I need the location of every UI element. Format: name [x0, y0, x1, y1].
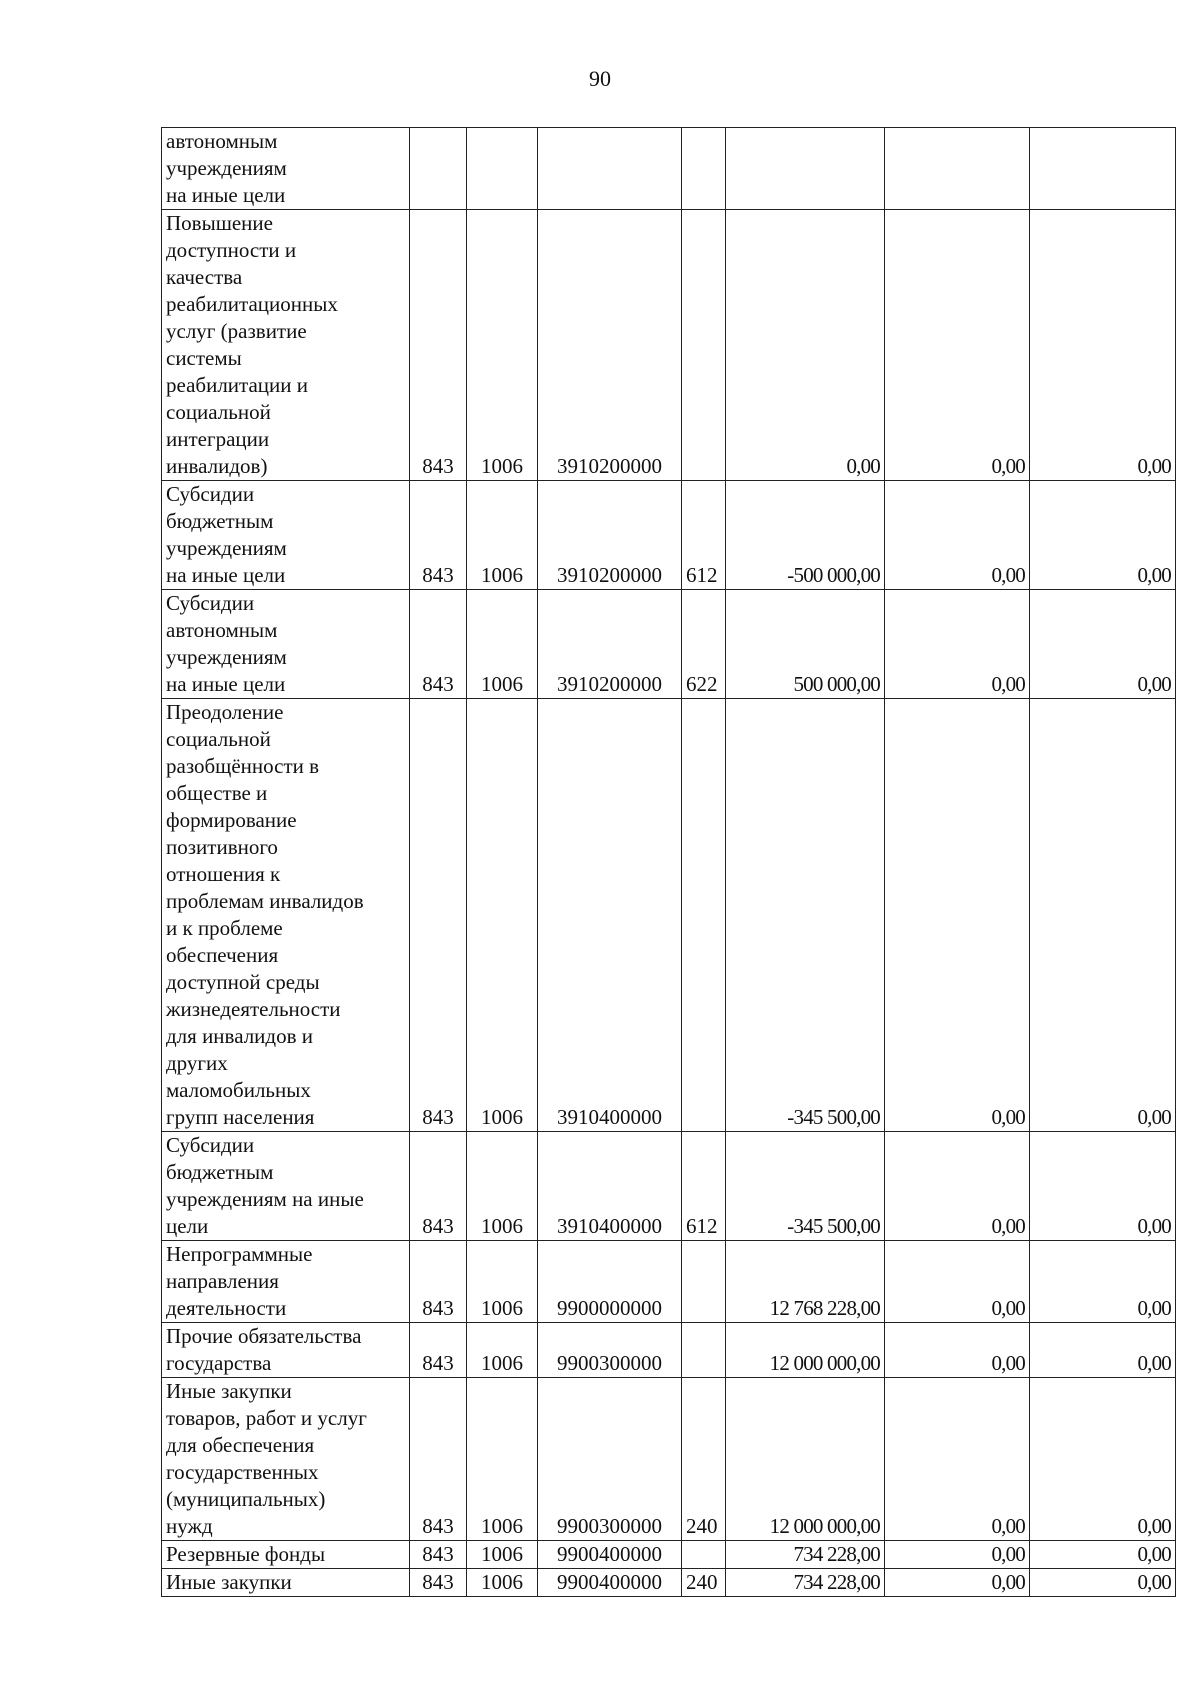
item-name-line: позитивного: [166, 835, 278, 859]
amount-year-1-cell: 734 228,00: [726, 1569, 885, 1597]
table-row: [162, 1241, 1176, 1323]
item-name-line: и к проблеме: [166, 916, 283, 940]
item-name-line: на иные цели: [166, 183, 286, 207]
amount-year-2-cell: 0,00: [885, 1241, 1030, 1323]
table-row: [162, 210, 1176, 481]
item-name-line: обеспечения: [166, 943, 279, 967]
item-name-line: реабилитации и: [166, 373, 308, 397]
amount-year-1-cell: -500 000,00: [726, 481, 885, 590]
item-name-cell: [162, 1241, 410, 1323]
target-article-cell: 9900300000: [538, 1323, 682, 1378]
amount-year-1-cell: 12 000 000,00: [726, 1323, 885, 1378]
item-name-line: формирование: [166, 808, 297, 832]
amount-year-2-cell: 0,00: [885, 1323, 1030, 1378]
expense-type-cell: [682, 128, 726, 210]
table-row: [162, 1378, 1176, 1541]
amount-year-3-cell: [1030, 128, 1176, 210]
item-name-line: государства: [166, 1351, 272, 1375]
table-row: [162, 590, 1176, 699]
grbs-code-cell: 843: [410, 1323, 467, 1378]
expense-type-cell: 240: [682, 1378, 726, 1541]
item-name-cell: [162, 699, 410, 1132]
item-name-line: Субсидии: [166, 1133, 255, 1157]
target-article-cell: [538, 128, 682, 210]
amount-year-2-cell: 0,00: [885, 1569, 1030, 1597]
item-name-line: Субсидии: [166, 482, 255, 506]
item-name-line: учреждениям: [166, 536, 287, 560]
amount-year-3-cell: 0,00: [1030, 210, 1176, 481]
item-name-line: учреждениям: [166, 156, 287, 180]
section-code-cell: 1006: [467, 1541, 538, 1569]
item-name-line: качества: [166, 265, 243, 289]
item-name-line: маломобильных: [166, 1078, 311, 1102]
amount-year-2-cell: 0,00: [885, 590, 1030, 699]
item-name-cell: [162, 1378, 410, 1541]
item-name-line: Прочие обязательства: [166, 1324, 362, 1348]
section-code-cell: 1006: [467, 1569, 538, 1597]
table-row: [162, 481, 1176, 590]
amount-year-1-cell: [726, 128, 885, 210]
section-code-cell: 1006: [467, 1378, 538, 1541]
amount-year-3-cell: 0,00: [1030, 590, 1176, 699]
item-name-line: деятельности: [166, 1296, 287, 1320]
expense-type-cell: [682, 1241, 726, 1323]
item-name-line: Субсидии: [166, 591, 255, 615]
item-name-line: жизнедеятельности: [166, 997, 341, 1021]
item-name-line: автономным: [166, 618, 278, 642]
amount-year-1-cell: 12 000 000,00: [726, 1378, 885, 1541]
expense-type-cell: 622: [682, 590, 726, 699]
item-name-line: групп населения: [166, 1105, 315, 1129]
item-name-line: бюджетным: [166, 1160, 274, 1184]
item-name-line: других: [166, 1051, 228, 1075]
expense-type-cell: [682, 210, 726, 481]
amount-year-3-cell: 0,00: [1030, 1323, 1176, 1378]
item-name-line: обществе и: [166, 781, 268, 805]
amount-year-3-cell: 0,00: [1030, 481, 1176, 590]
amount-year-2-cell: 0,00: [885, 1132, 1030, 1241]
item-name-cell: [162, 210, 410, 481]
grbs-code-cell: 843: [410, 1378, 467, 1541]
item-name-line: для инвалидов и: [166, 1024, 313, 1048]
item-name-line: Резервные фонды: [166, 1542, 326, 1566]
table-row: [162, 1569, 1176, 1597]
item-name-line: товаров, работ и услуг: [166, 1406, 367, 1430]
amount-year-3-cell: 0,00: [1030, 699, 1176, 1132]
expense-type-cell: 240: [682, 1569, 726, 1597]
expense-type-cell: [682, 1323, 726, 1378]
grbs-code-cell: 843: [410, 1541, 467, 1569]
section-code-cell: 1006: [467, 590, 538, 699]
table-row: [162, 1323, 1176, 1378]
amount-year-2-cell: 0,00: [885, 1378, 1030, 1541]
item-name-cell: [162, 590, 410, 699]
item-name-line: на иные цели: [166, 563, 286, 587]
item-name-line: доступности и: [166, 238, 297, 262]
amount-year-1-cell: 500 000,00: [726, 590, 885, 699]
amount-year-2-cell: 0,00: [885, 481, 1030, 590]
item-name-cell: [162, 1569, 410, 1597]
item-name-line: проблемам инвалидов: [166, 889, 364, 913]
item-name-line: для обеспечения: [166, 1433, 315, 1457]
item-name-line: нужд: [166, 1514, 213, 1538]
amount-year-3-cell: 0,00: [1030, 1241, 1176, 1323]
section-code-cell: 1006: [467, 1132, 538, 1241]
target-article-cell: 3910200000: [538, 481, 682, 590]
grbs-code-cell: 843: [410, 1241, 467, 1323]
grbs-code-cell: 843: [410, 1132, 467, 1241]
section-code-cell: [467, 128, 538, 210]
item-name-line: реабилитационных: [166, 292, 338, 316]
section-code-cell: 1006: [467, 210, 538, 481]
section-code-cell: 1006: [467, 699, 538, 1132]
amount-year-1-cell: -345 500,00: [726, 699, 885, 1132]
target-article-cell: 9900400000: [538, 1569, 682, 1597]
item-name-line: отношения к: [166, 862, 281, 886]
item-name-cell: [162, 1541, 410, 1569]
item-name-line: Иные закупки: [166, 1570, 292, 1594]
item-name-line: (муниципальных): [166, 1487, 326, 1511]
item-name-line: автономным: [166, 129, 278, 153]
item-name-line: социальной: [166, 400, 271, 424]
amount-year-1-cell: 12 768 228,00: [726, 1241, 885, 1323]
grbs-code-cell: 843: [410, 481, 467, 590]
item-name-line: социальной: [166, 727, 271, 751]
expense-type-cell: [682, 1541, 726, 1569]
target-article-cell: 3910200000: [538, 210, 682, 481]
item-name-cell: [162, 128, 410, 210]
grbs-code-cell: 843: [410, 1569, 467, 1597]
expense-type-cell: 612: [682, 1132, 726, 1241]
target-article-cell: 3910400000: [538, 1132, 682, 1241]
amount-year-2-cell: 0,00: [885, 1541, 1030, 1569]
table-row: [162, 1541, 1176, 1569]
table-row: [162, 128, 1176, 210]
item-name-line: услуг (развитие: [166, 319, 307, 343]
target-article-cell: 3910400000: [538, 699, 682, 1132]
item-name-line: Непрограммные: [166, 1242, 313, 1266]
amount-year-1-cell: 734 228,00: [726, 1541, 885, 1569]
grbs-code-cell: [410, 128, 467, 210]
item-name-cell: [162, 1323, 410, 1378]
target-article-cell: 9900300000: [538, 1378, 682, 1541]
amount-year-3-cell: 0,00: [1030, 1541, 1176, 1569]
amount-year-3-cell: 0,00: [1030, 1378, 1176, 1541]
budget-table-body: [162, 128, 1176, 1597]
target-article-cell: 9900400000: [538, 1541, 682, 1569]
amount-year-3-cell: 0,00: [1030, 1569, 1176, 1597]
item-name-line: инвалидов): [166, 454, 268, 478]
amount-year-1-cell: 0,00: [726, 210, 885, 481]
budget-table: [161, 127, 1176, 1597]
grbs-code-cell: 843: [410, 699, 467, 1132]
table-row: [162, 699, 1176, 1132]
table-row: [162, 1132, 1176, 1241]
item-name-line: Повышение: [166, 211, 273, 235]
item-name-line: бюджетным: [166, 509, 274, 533]
grbs-code-cell: 843: [410, 210, 467, 481]
item-name-line: цели: [166, 1214, 209, 1238]
item-name-line: государственных: [166, 1460, 319, 1484]
item-name-line: разобщённости в: [166, 754, 320, 778]
amount-year-2-cell: 0,00: [885, 210, 1030, 481]
item-name-line: на иные цели: [166, 672, 286, 696]
item-name-line: направления: [166, 1269, 279, 1293]
page-number: 90: [589, 66, 611, 91]
expense-type-cell: 612: [682, 481, 726, 590]
item-name-line: системы: [166, 346, 242, 370]
item-name-line: доступной среды: [166, 970, 320, 994]
item-name-line: Иные закупки: [166, 1379, 292, 1403]
grbs-code-cell: 843: [410, 590, 467, 699]
target-article-cell: 9900000000: [538, 1241, 682, 1323]
item-name-cell: [162, 1132, 410, 1241]
item-name-line: интеграции: [166, 427, 270, 451]
section-code-cell: 1006: [467, 1323, 538, 1378]
section-code-cell: 1006: [467, 481, 538, 590]
item-name-line: учреждениям: [166, 645, 287, 669]
target-article-cell: 3910200000: [538, 590, 682, 699]
item-name-line: Преодоление: [166, 700, 284, 724]
item-name-line: учреждениям на иные: [166, 1187, 364, 1211]
item-name-cell: [162, 481, 410, 590]
amount-year-2-cell: 0,00: [885, 699, 1030, 1132]
expense-type-cell: [682, 699, 726, 1132]
amount-year-1-cell: -345 500,00: [726, 1132, 885, 1241]
section-code-cell: 1006: [467, 1241, 538, 1323]
amount-year-2-cell: [885, 128, 1030, 210]
amount-year-3-cell: 0,00: [1030, 1132, 1176, 1241]
